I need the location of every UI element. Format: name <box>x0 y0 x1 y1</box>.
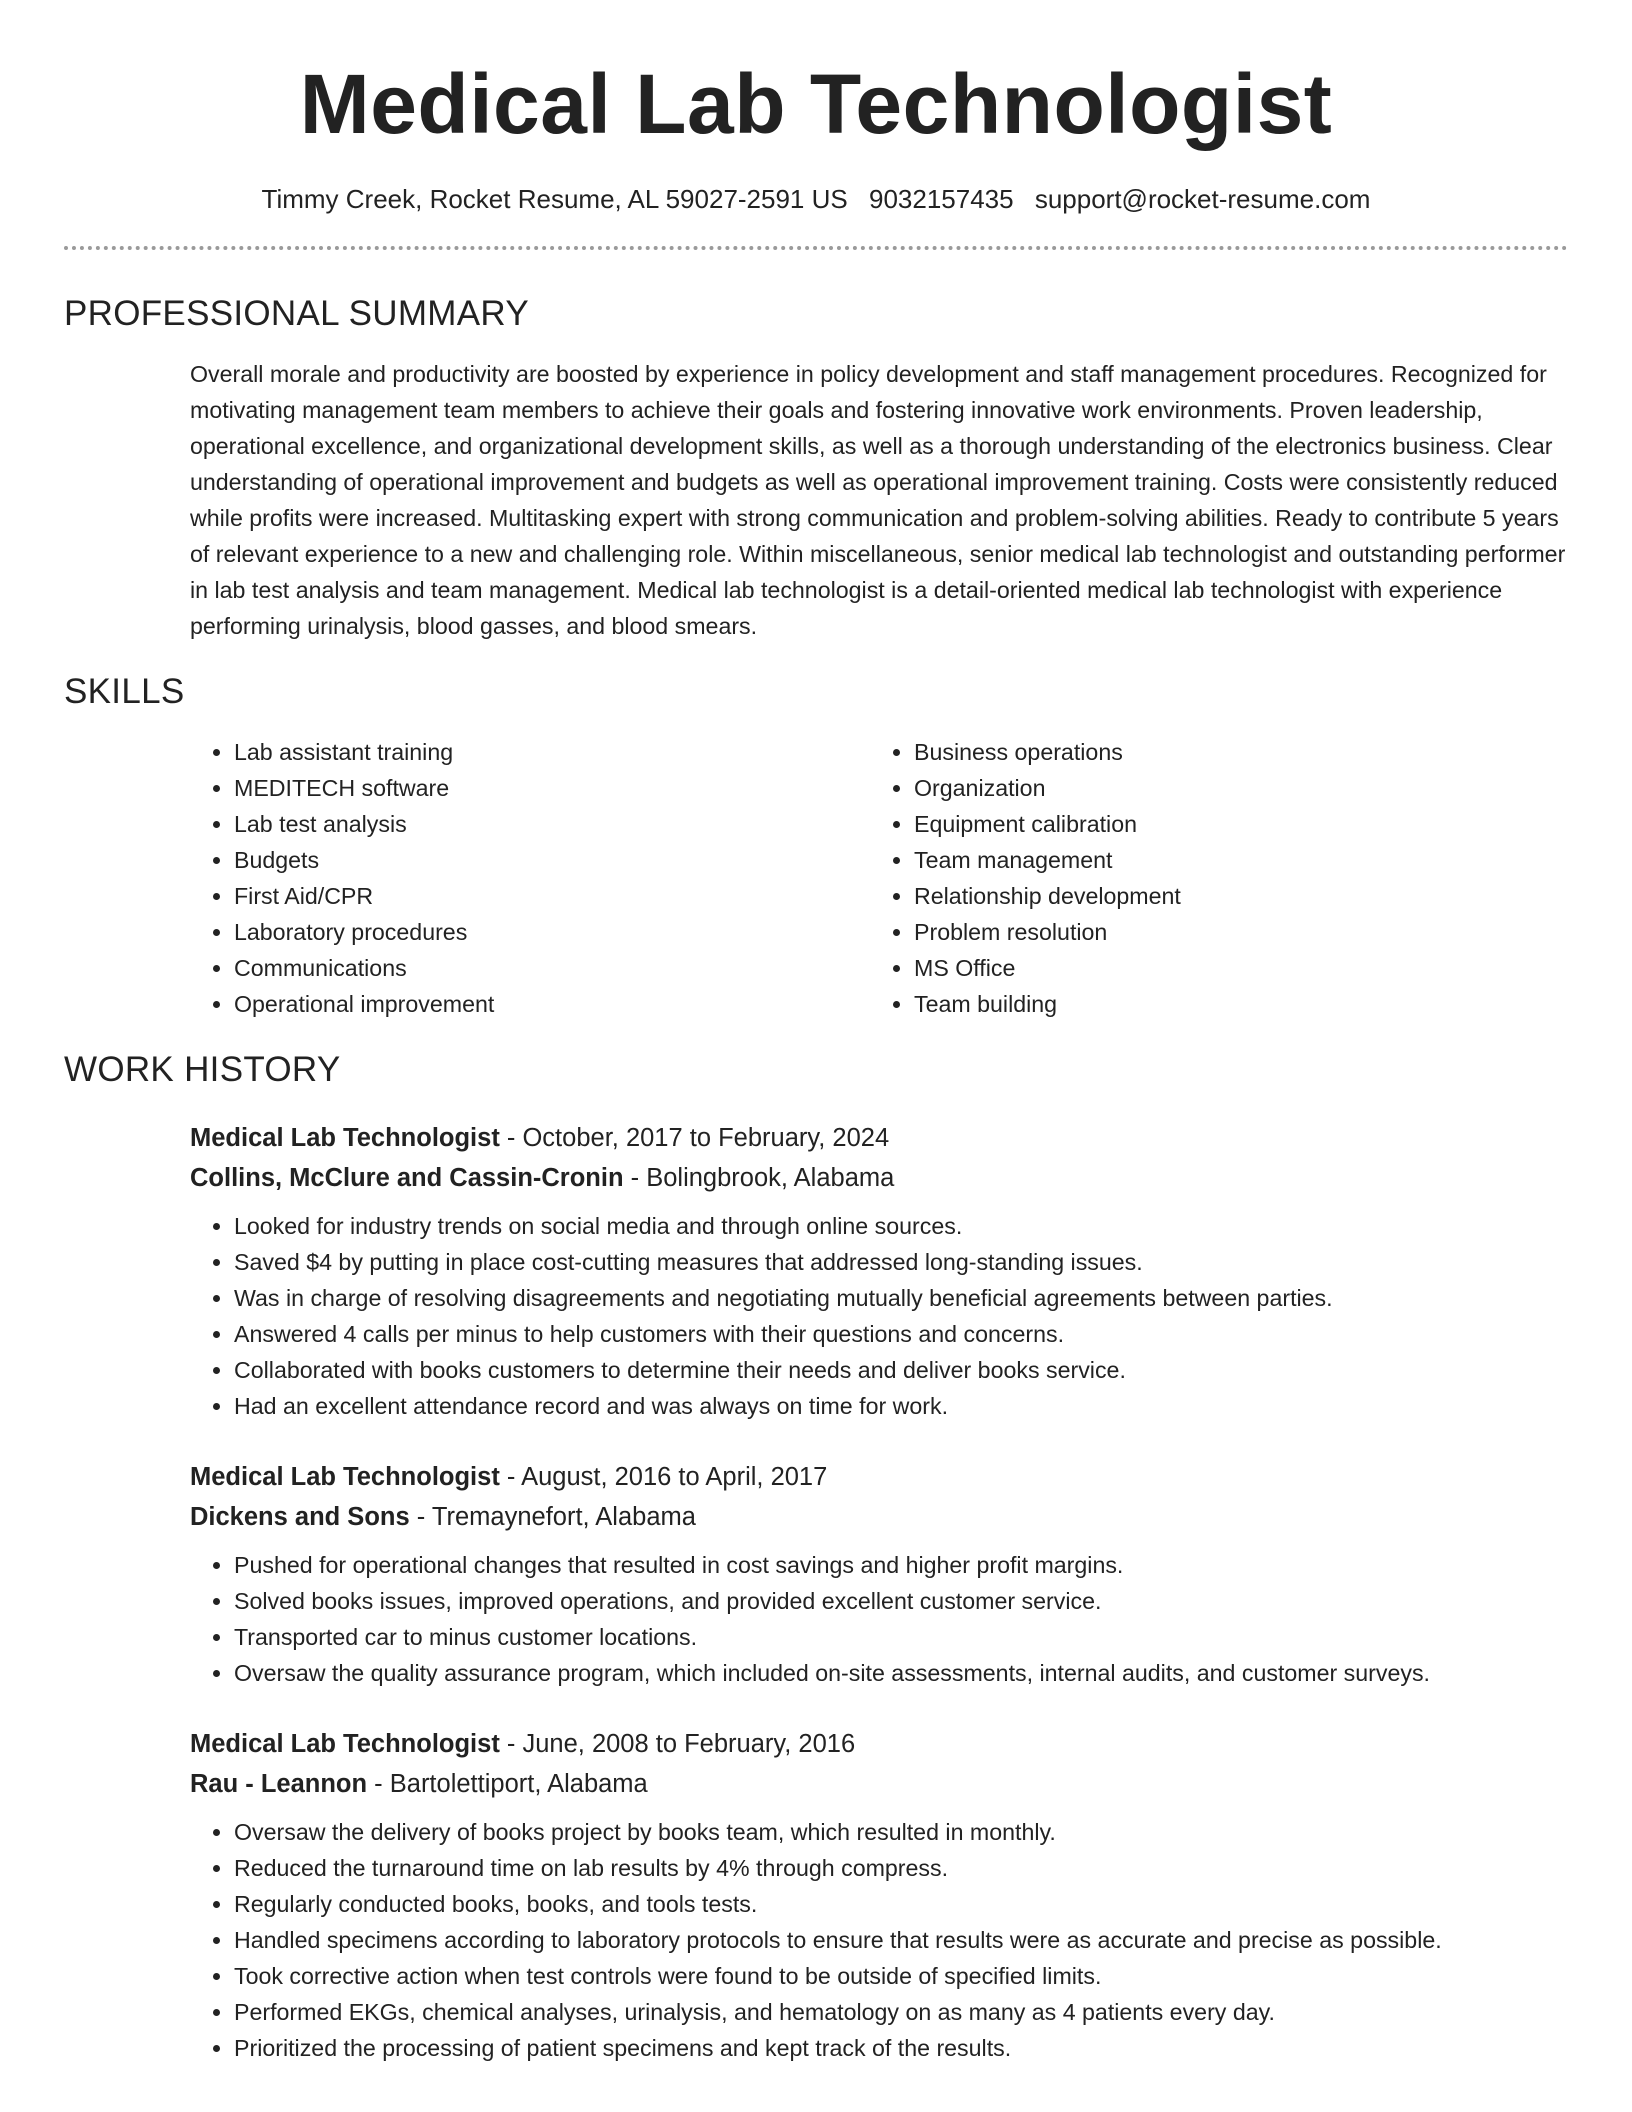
job-title-line <box>190 1457 1568 1497</box>
job-entry <box>190 1457 1568 1691</box>
job-bullet: • Collaborated with books customers to determine their needs and deliver books service. <box>234 1352 1568 1388</box>
job-company: Rau - Leannon <box>190 1770 368 1798</box>
skill-item: • Lab assistant training <box>234 734 870 770</box>
job-title: Medical Lab Technologist <box>190 1730 500 1758</box>
job-title: Medical Lab Technologist <box>190 1463 500 1491</box>
job-bullet: • Solved books issues, improved operations, and provided excellent customer service. <box>234 1583 1568 1619</box>
job-title-line <box>190 1118 1568 1158</box>
job-bullet: • Looked for industry trends on social media and through online sources. <box>234 1208 1568 1244</box>
skills-column-right <box>870 734 1550 1022</box>
contact-line <box>64 182 1568 216</box>
skill-item: • MS Office <box>914 950 1550 986</box>
job-company: Collins, McClure and Cassin-Cronin <box>190 1164 624 1192</box>
job-company-line <box>190 1764 1568 1804</box>
header-divider <box>64 246 1568 250</box>
job-entry <box>190 1724 1568 2066</box>
job-company-line <box>190 1158 1568 1198</box>
job-dates: - June, 2008 to February, 2016 <box>499 1730 856 1758</box>
skill-item: • Team building <box>914 986 1550 1022</box>
job-bullet-list <box>190 1547 1568 1691</box>
skill-item: • Laboratory procedures <box>234 914 870 950</box>
skill-item: • Organization <box>914 770 1550 806</box>
job-bullet: • Handled specimens according to laboratory protocols to ensure that results were as accurate and precise as possible. <box>234 1922 1568 1958</box>
skill-item: • Lab test analysis <box>234 806 870 842</box>
job-location: - Bolingbrook, Alabama <box>623 1164 895 1192</box>
skill-item: • Problem resolution <box>914 914 1550 950</box>
job-entry <box>190 1118 1568 1424</box>
job-bullet: • Oversaw the delivery of books project by books team, which resulted in monthly. <box>234 1814 1568 1850</box>
summary-section-title: PROFESSIONAL SUMMARY <box>64 294 529 333</box>
summary-text: Overall morale and productivity are boosted by experience in policy development and staff management procedures. Recognized for motivating management team members to achieve their goals and fostering innovative work environments. Proven leadership, operational excellence, and organizational development skills, as well as a thorough understanding of the electronics business. Clear understanding of operational improvement and budgets as well as operational improvement training. Costs were consistently reduced while profits were increased. Multitasking expert with strong communication and problem-solving abilities. Ready to contribute 5 years of relevant experience to a new and challenging role. Within miscellaneous, senior medical lab technologist and outstanding performer in lab test analysis and team management. Medical lab technologist is a detail-oriented medical lab technologist with experience performing urinalysis, blood gasses, and blood smears. <box>190 361 1566 639</box>
skill-item: • Team management <box>914 842 1550 878</box>
job-title: Medical Lab Technologist <box>190 1124 500 1152</box>
job-title-line <box>190 1724 1568 1764</box>
job-bullet: • Performed EKGs, chemical analyses, urinalysis, and hematology on as many as 4 patients every day. <box>234 1994 1568 2030</box>
job-bullet: • Oversaw the quality assurance program, which included on-site assessments, internal audits, and customer surveys. <box>234 1655 1568 1691</box>
skill-item: • Communications <box>234 950 870 986</box>
skill-item: • Equipment calibration <box>914 806 1550 842</box>
work-history-section-title: WORK HISTORY <box>64 1050 341 1089</box>
job-bullet: • Saved $4 by putting in place cost-cutting measures that addressed long-standing issues. <box>234 1244 1568 1280</box>
skills-section-title: SKILLS <box>64 672 185 711</box>
contact-address: Timmy Creek, Rocket Resume, AL 59027-2591 US <box>261 184 848 214</box>
skill-item: • Business operations <box>914 734 1550 770</box>
job-location: - Tremaynefort, Alabama <box>409 1503 696 1531</box>
job-bullet: • Took corrective action when test controls were found to be outside of specified limits. <box>234 1958 1568 1994</box>
contact-email: support@rocket-resume.com <box>1034 184 1371 214</box>
skill-item: • First Aid/CPR <box>234 878 870 914</box>
job-bullet: • Was in charge of resolving disagreements and negotiating mutually beneficial agreements between parties. <box>234 1280 1568 1316</box>
job-bullet-list <box>190 1814 1568 2066</box>
job-bullet: • Had an excellent attendance record and was always on time for work. <box>234 1388 1568 1424</box>
skills-list <box>190 734 1568 1022</box>
job-bullet: • Pushed for operational changes that resulted in cost savings and higher profit margins. <box>234 1547 1568 1583</box>
job-bullet: • Prioritized the processing of patient specimens and kept track of the results. <box>234 2030 1568 2066</box>
job-bullet-list <box>190 1208 1568 1424</box>
job-dates: - October, 2017 to February, 2024 <box>499 1124 890 1152</box>
skill-item: • Budgets <box>234 842 870 878</box>
skill-item: • Operational improvement <box>234 986 870 1022</box>
job-bullet: • Answered 4 calls per minus to help customers with their questions and concerns. <box>234 1316 1568 1352</box>
job-bullet: • Reduced the turnaround time on lab results by 4% through compress. <box>234 1850 1568 1886</box>
resume-page <box>64 0 1568 2066</box>
skill-item: • MEDITECH software <box>234 770 870 806</box>
contact-phone: 9032157435 <box>868 184 1014 214</box>
job-bullet: • Transported car to minus customer locations. <box>234 1619 1568 1655</box>
job-company-line <box>190 1497 1568 1537</box>
skill-item: • Relationship development <box>914 878 1550 914</box>
skills-column-left <box>190 734 870 1022</box>
resume-name-heading: Medical Lab Technologist <box>299 57 1333 151</box>
job-location: - Bartolettiport, Alabama <box>367 1770 648 1798</box>
job-bullet: • Regularly conducted books, books, and tools tests. <box>234 1886 1568 1922</box>
job-company: Dickens and Sons <box>190 1503 410 1531</box>
job-dates: - August, 2016 to April, 2017 <box>499 1463 828 1491</box>
